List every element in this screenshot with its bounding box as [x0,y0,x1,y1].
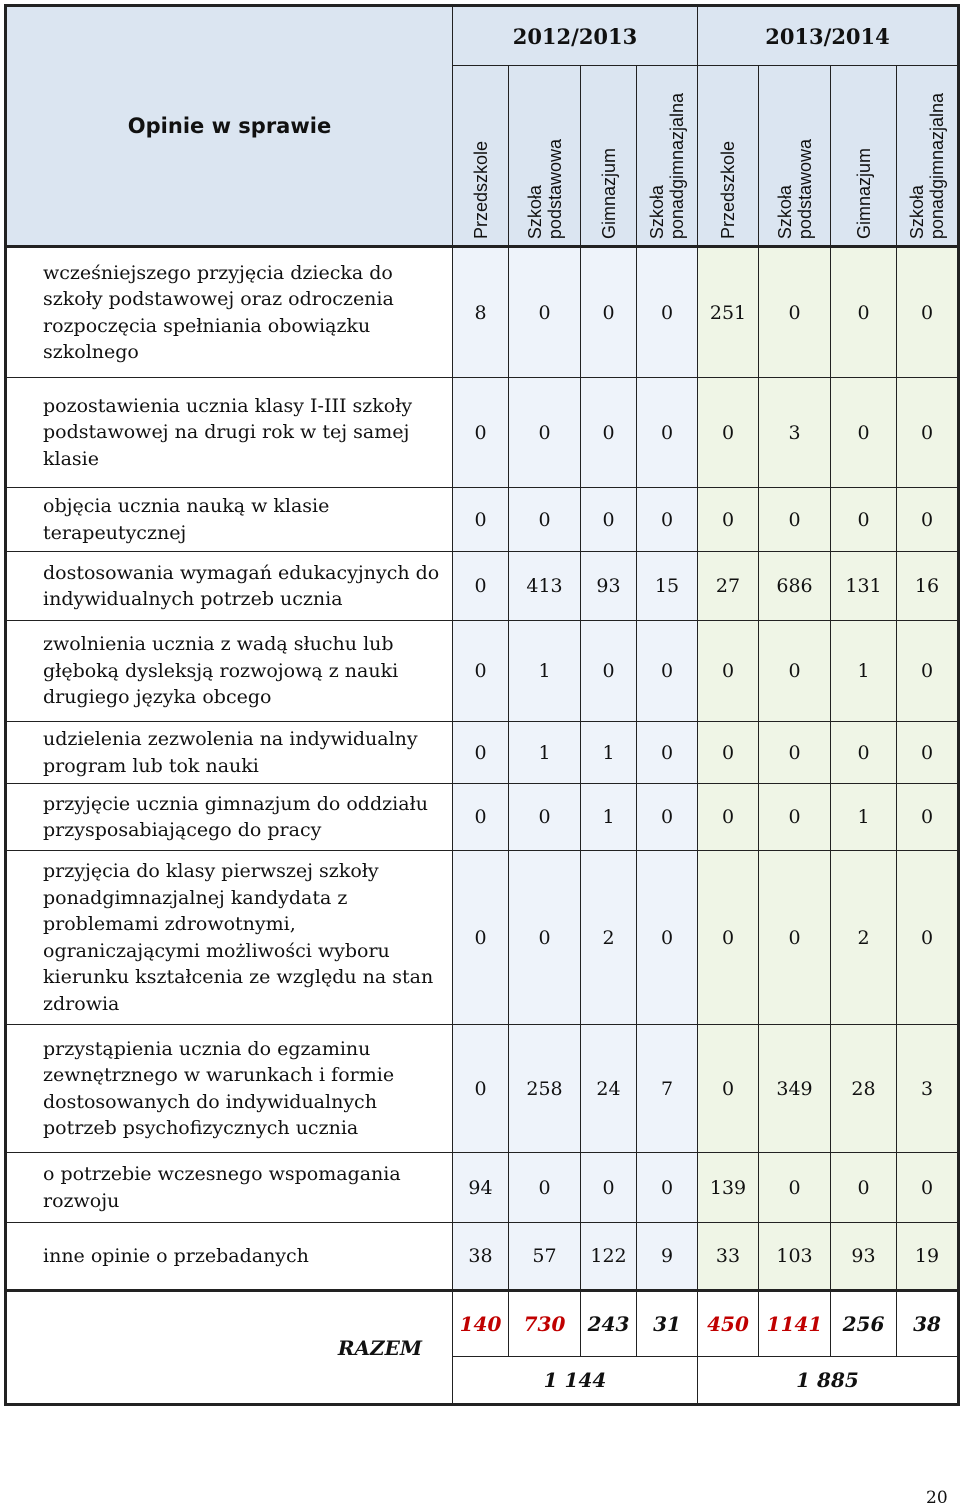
value-cell: 0 [453,488,509,552]
column-header-label: Szkoła ponadgimnazjalna [647,92,687,239]
value-cell: 0 [581,621,637,722]
value-cell: 0 [759,851,831,1025]
value-cell: 1 [831,621,897,722]
value-cell: 0 [897,488,959,552]
value-cell: 1 [509,722,581,784]
value-cell: 0 [759,247,831,378]
value-cell: 9 [637,1223,698,1291]
table-row [6,784,959,851]
value-cell: 0 [698,488,759,552]
row-label: pozostawienia ucznia klasy I-III szkoły podstawowej na drugi rok w tej samej klasie [6,378,453,488]
opinions-table [4,4,960,1406]
value-cell: 349 [759,1025,831,1153]
total-value: 31 [637,1291,698,1357]
page-number: 20 [926,1488,948,1508]
value-cell: 93 [831,1223,897,1291]
total-value: 256 [831,1291,897,1357]
value-cell: 57 [509,1223,581,1291]
value-cell: 0 [509,851,581,1025]
value-cell: 0 [698,621,759,722]
value-cell: 686 [759,552,831,621]
column-header [831,66,897,247]
year-label: 2013/2014 [698,6,959,66]
row-label: zwolnienia ucznia z wadą słuchu lub głęboką dysleksją rozwojową z nauki drugiego języka obcego [6,621,453,722]
value-cell: 1 [581,784,637,851]
value-cell: 0 [698,1025,759,1153]
value-cell: 2 [581,851,637,1025]
column-header-label: Gimnazjum [853,147,874,239]
value-cell: 8 [453,247,509,378]
total-value: 730 [509,1291,581,1357]
value-cell: 24 [581,1025,637,1153]
value-cell: 38 [453,1223,509,1291]
value-cell: 2 [831,851,897,1025]
value-cell: 0 [453,378,509,488]
value-cell: 0 [759,488,831,552]
value-cell: 139 [698,1153,759,1223]
value-cell: 3 [897,1025,959,1153]
row-label: objęcia ucznia nauką w klasie terapeutycznej [6,488,453,552]
column-header-label: Szkoła podstawowa [774,138,815,239]
table-row [6,1025,959,1153]
value-cell: 0 [831,378,897,488]
value-cell: 0 [897,1153,959,1223]
value-cell: 0 [831,722,897,784]
value-cell: 0 [698,378,759,488]
row-label: wcześniejszego przyjęcia dziecka do szkoły podstawowej oraz odroczenia rozpoczęcia spełniania obowiązku szkolnego [6,247,453,378]
value-cell: 0 [637,488,698,552]
value-cell: 3 [759,378,831,488]
table-row [6,378,959,488]
column-header-label: Szkoła podstawowa [524,138,565,239]
value-cell: 0 [453,552,509,621]
table-row [6,552,959,621]
value-cell: 131 [831,552,897,621]
value-cell: 0 [509,1153,581,1223]
value-cell: 7 [637,1025,698,1153]
column-header [698,66,759,247]
row-label: dostosowania wymagań edukacyjnych do indywidualnych potrzeb ucznia [6,552,453,621]
year-sum: 1 885 [698,1357,959,1405]
value-cell: 258 [509,1025,581,1153]
value-cell: 0 [897,722,959,784]
year-sum: 1 144 [453,1357,698,1405]
value-cell: 1 [509,621,581,722]
table-row [6,851,959,1025]
value-cell: 0 [759,1153,831,1223]
total-value: 140 [453,1291,509,1357]
table-row [6,1153,959,1223]
value-cell: 0 [759,621,831,722]
value-cell: 1 [831,784,897,851]
column-header-label: Przedszkole [718,140,738,239]
value-cell: 33 [698,1223,759,1291]
row-label: inne opinie o przebadanych [6,1223,453,1291]
column-header-label: Szkoła ponadgimnazjalna [907,92,947,239]
value-cell: 0 [509,784,581,851]
total-row [6,1291,959,1357]
row-label: przystąpienia ucznia do egzaminu zewnętrznego w warunkach i formie dostosowanych do indywidualnych potrzeb psychofizycznych ucznia [6,1025,453,1153]
value-cell: 0 [637,784,698,851]
row-label: przyjęcia do klasy pierwszej szkoły ponadgimnazjalnej kandydata z problemami zdrowotnymi, ograniczającymi możliwości wyboru kierunku kształcenia ze względu na stan zdrowia [6,851,453,1025]
value-cell: 19 [897,1223,959,1291]
table-row [6,247,959,378]
value-cell: 0 [581,488,637,552]
value-cell: 0 [637,1153,698,1223]
total-value: 1141 [759,1291,831,1357]
total-value: 243 [581,1291,637,1357]
column-header [453,66,509,247]
value-cell: 0 [897,378,959,488]
table-row [6,1223,959,1291]
value-cell: 0 [831,1153,897,1223]
value-cell: 0 [509,247,581,378]
table-row [6,722,959,784]
column-header [759,66,831,247]
value-cell: 0 [637,722,698,784]
value-cell: 16 [897,552,959,621]
value-cell: 0 [581,1153,637,1223]
value-cell: 0 [453,784,509,851]
column-title: Opinie w sprawie [6,6,453,247]
table-row [6,488,959,552]
value-cell: 0 [453,621,509,722]
total-label: RAZEM [6,1291,453,1405]
column-header [897,66,959,247]
total-value: 450 [698,1291,759,1357]
value-cell: 0 [453,851,509,1025]
value-cell: 15 [637,552,698,621]
value-cell: 0 [637,247,698,378]
column-header [637,66,698,247]
total-value: 38 [897,1291,959,1357]
table-row [6,621,959,722]
value-cell: 0 [897,247,959,378]
value-cell: 0 [453,1025,509,1153]
value-cell: 0 [897,621,959,722]
value-cell: 0 [509,488,581,552]
value-cell: 0 [897,784,959,851]
value-cell: 1 [581,722,637,784]
value-cell: 413 [509,552,581,621]
value-cell: 0 [759,722,831,784]
value-cell: 103 [759,1223,831,1291]
row-label: przyjęcie ucznia gimnazjum do oddziału przysposabiającego do pracy [6,784,453,851]
value-cell: 0 [637,621,698,722]
value-cell: 0 [698,722,759,784]
value-cell: 93 [581,552,637,621]
column-header [509,66,581,247]
column-header-label: Gimnazjum [598,147,619,239]
value-cell: 28 [831,1025,897,1153]
value-cell: 94 [453,1153,509,1223]
value-cell: 0 [581,378,637,488]
column-header-label: Przedszkole [470,140,491,239]
value-cell: 0 [581,247,637,378]
row-label: udzielenia zezwolenia na indywidualny program lub tok nauki [6,722,453,784]
value-cell: 0 [637,851,698,1025]
value-cell: 0 [698,851,759,1025]
value-cell: 0 [897,851,959,1025]
value-cell: 122 [581,1223,637,1291]
header-year-row [6,6,959,66]
value-cell: 0 [509,378,581,488]
value-cell: 0 [759,784,831,851]
row-label: o potrzebie wczesnego wspomagania rozwoju [6,1153,453,1223]
value-cell: 0 [698,784,759,851]
value-cell: 0 [453,722,509,784]
year-label: 2012/2013 [453,6,698,66]
value-cell: 0 [831,488,897,552]
value-cell: 0 [831,247,897,378]
value-cell: 0 [637,378,698,488]
column-header [581,66,637,247]
value-cell: 27 [698,552,759,621]
value-cell: 251 [698,247,759,378]
